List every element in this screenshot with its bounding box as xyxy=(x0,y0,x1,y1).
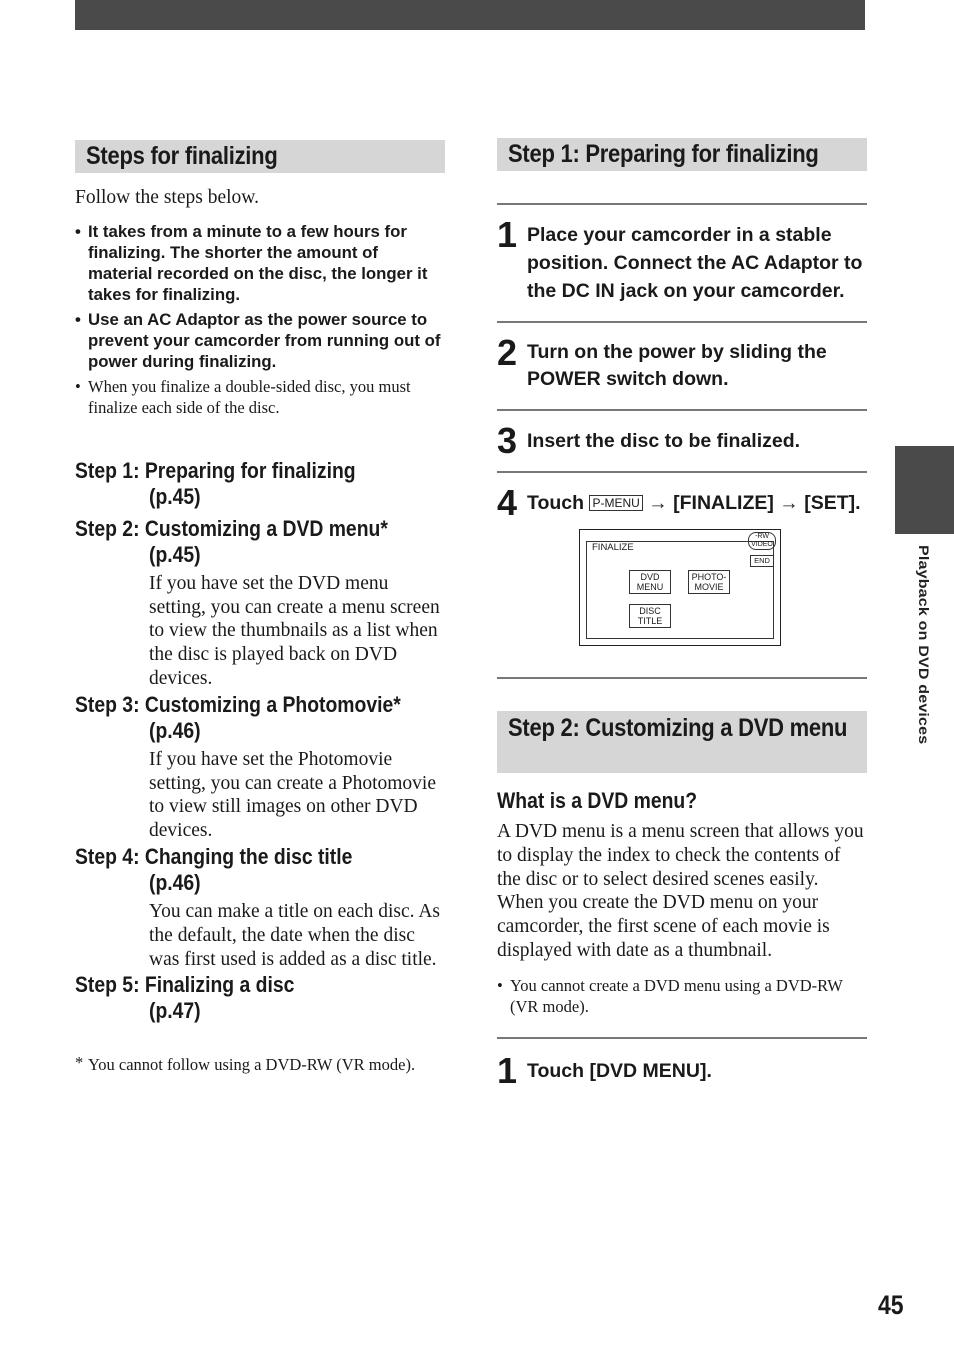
finalize-screen-illustration xyxy=(579,529,781,646)
photomovie-button: PHOTO- MOVIE xyxy=(688,570,730,594)
step-text: Turn on the power by sliding the POWER switch down. xyxy=(527,341,827,390)
step-item xyxy=(75,458,445,510)
step-title: Step 2: Customizing a DVD menu* xyxy=(75,515,388,541)
dvd-menu-button: DVD MENU xyxy=(629,570,671,594)
step-item xyxy=(75,692,445,843)
step-item xyxy=(75,844,445,971)
instruction-step-1 xyxy=(497,214,867,305)
step-description: If you have set the Photomovie setting, you can create a Photomovie to view still images on other DVD devices. xyxy=(149,748,436,842)
instruction-step-dvd-1 xyxy=(497,1049,867,1091)
instruction-step-2 xyxy=(497,332,867,393)
section-heading-step2: Step 2: Customizing a DVD menu xyxy=(497,711,867,773)
divider xyxy=(497,471,867,473)
instruction-step-4 xyxy=(497,482,867,523)
p-menu-icon: P-MENU xyxy=(589,495,642,511)
note-text: • When you finalize a double-sided disc, you must finalize each side of the disc. xyxy=(75,376,445,418)
left-column xyxy=(75,140,445,1075)
step-text: Touch [DVD MENU]. xyxy=(527,1059,712,1082)
step-text: Place your camcorder in a stable position. Connect the AC Adaptor to the DC IN jack on your camcorder. xyxy=(527,224,863,302)
step-number: 1 xyxy=(497,214,518,255)
step-number: 3 xyxy=(497,420,518,461)
divider xyxy=(497,677,867,679)
side-tab-marker xyxy=(895,446,954,534)
screen-title: FINALIZE xyxy=(592,542,634,553)
sub-heading: What is a DVD menu? xyxy=(497,788,698,813)
footnote-mark: * xyxy=(75,1053,84,1073)
bullet-item: • Use an AC Adaptor as the power source to prevent your camcorder from running out of power during finalizing. xyxy=(75,309,445,372)
step-item xyxy=(75,972,445,1024)
section-heading-steps: Steps for finalizing xyxy=(75,140,445,173)
divider xyxy=(497,409,867,411)
footnote-text: You cannot follow using a DVD-RW (VR mode). xyxy=(88,1055,416,1075)
step-number: 4 xyxy=(497,482,518,523)
footnote xyxy=(75,1054,445,1075)
step-number: 1 xyxy=(497,1049,518,1091)
disc-type-badge: -RW VIDEO xyxy=(748,532,776,550)
divider xyxy=(497,1037,867,1039)
divider xyxy=(497,321,867,323)
divider xyxy=(497,203,867,205)
step-title: Step 5: Finalizing a disc xyxy=(75,972,295,998)
end-button: END xyxy=(750,555,774,567)
bullet-item: • It takes from a minute to a few hours for finalizing. The shorter the amount of material recorded on the disc, the longer it takes for finalizing. xyxy=(75,221,445,305)
screen-illustration-wrap xyxy=(497,517,867,667)
page-number: 45 xyxy=(878,1290,904,1320)
step-description: You can make a title on each disc. As the default, the date when the disc was first used is added as a disc title. xyxy=(149,900,440,970)
step-description: If you have set the DVD menu setting, you can create a menu screen to view the thumbnails as a list when the disc is played back on DVD devices. xyxy=(149,572,440,689)
step-text: Touch xyxy=(527,492,585,514)
dvd-menu-paragraph: A DVD menu is a menu screen that allows you to display the index to check the contents of the disc or to select desired scenes easily. When you create the DVD menu on your camcorder, the first scene of each movie is displayed with date as a thumbnail. xyxy=(497,821,864,961)
instruction-step-3 xyxy=(497,420,867,461)
step-title: Step 4: Changing the disc title xyxy=(75,843,353,869)
step-ref: (p.45) xyxy=(149,483,201,509)
step-ref: (p.47) xyxy=(149,998,201,1024)
note-text: • You cannot create a DVD menu using a DVD-RW (VR mode). xyxy=(497,975,867,1017)
step-ref: (p.46) xyxy=(149,869,201,895)
bold-bullet-list xyxy=(75,221,445,372)
disc-title-button: DISC TITLE xyxy=(629,604,671,628)
step-list xyxy=(75,458,445,1025)
side-tab-label: Playback on DVD devices xyxy=(915,545,931,745)
step-item xyxy=(75,516,445,691)
step-text: → [FINALIZE] → [SET]. xyxy=(648,492,861,514)
step-title: Step 3: Customizing a Photomovie* xyxy=(75,691,401,717)
step-title: Step 1: Preparing for finalizing xyxy=(75,457,356,483)
screen-frame xyxy=(586,541,774,639)
section-heading-step1: Step 1: Preparing for finalizing xyxy=(497,138,867,171)
right-column xyxy=(497,138,867,1091)
step-number: 2 xyxy=(497,332,518,373)
step-ref: (p.45) xyxy=(149,541,201,567)
intro-text: Follow the steps below. xyxy=(75,187,259,208)
step-text: Insert the disc to be finalized. xyxy=(527,430,801,452)
step-ref: (p.46) xyxy=(149,717,201,743)
header-bar xyxy=(75,0,865,30)
